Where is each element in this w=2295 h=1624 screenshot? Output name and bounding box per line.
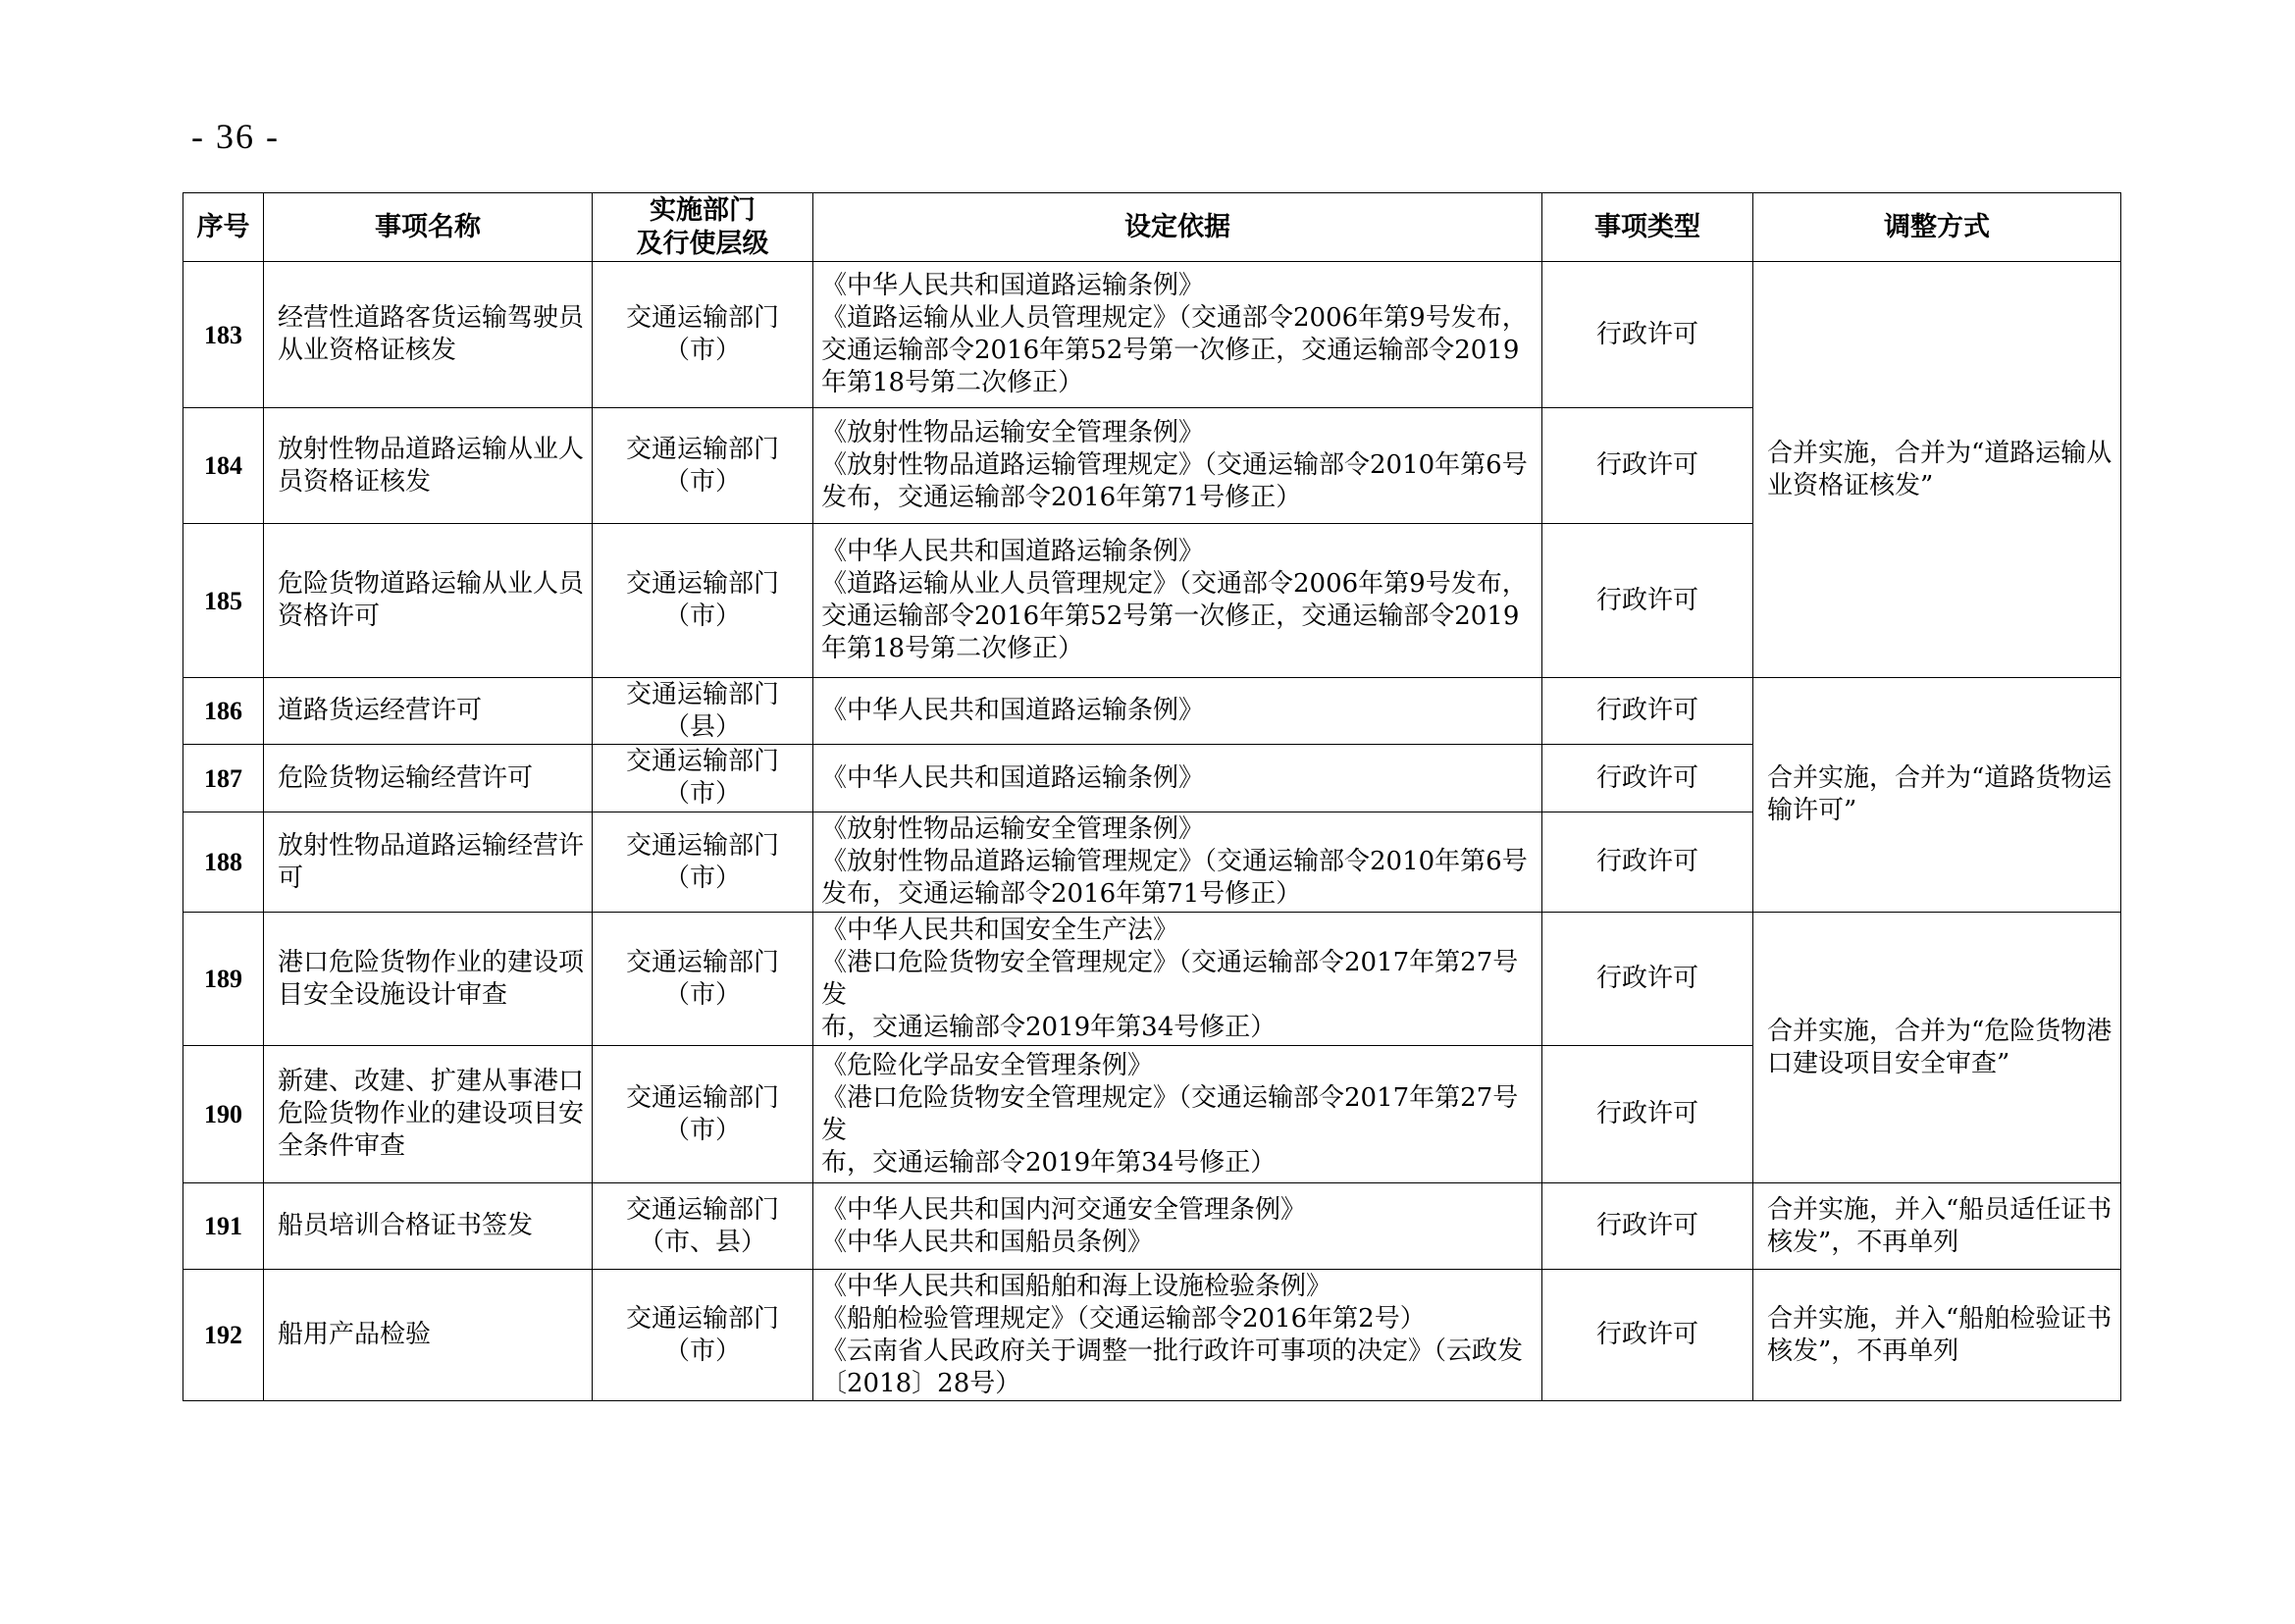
row-dept: 交通运输部门（市） [593,262,813,408]
row-name: 危险货物运输经营许可 [264,745,593,812]
row-no: 191 [183,1183,264,1270]
header-basis: 设定依据 [813,193,1542,262]
row-basis: 《中华人民共和国安全生产法》 《港口危险货物安全管理规定》（交通运输部令2017年第27号发 布，交通运输部令2019年第34号修正） [813,913,1542,1046]
row-name: 船员培训合格证书签发 [264,1183,593,1270]
row-no: 188 [183,812,264,913]
table-row [183,262,2121,408]
row-type: 行政许可 [1542,262,1753,408]
row-basis: 《放射性物品运输安全管理条例》 《放射性物品道路运输管理规定》（交通运输部令2010年第6号发布，交通运输部令2016年第71号修正） [813,408,1542,524]
header-name: 事项名称 [264,193,593,262]
row-no: 189 [183,913,264,1046]
row-dept: 交通运输部门（市） [593,524,813,678]
row-dept: 交通运输部门（县） [593,678,813,745]
row-name: 新建、改建、扩建从事港口危险货物作业的建设项目安全条件审查 [264,1046,593,1183]
row-type: 行政许可 [1542,745,1753,812]
row-adjustment: 合并实施，并入“船员适任证书核发”，不再单列 [1753,1183,2121,1270]
row-basis: 《中华人民共和国道路运输条例》 [813,678,1542,745]
row-no: 186 [183,678,264,745]
row-type: 行政许可 [1542,678,1753,745]
row-name: 船用产品检验 [264,1270,593,1401]
row-dept: 交通运输部门（市） [593,913,813,1046]
table-row [183,1270,2121,1401]
row-name: 放射性物品道路运输从业人员资格证核发 [264,408,593,524]
row-adjustment: 合并实施，并入“船舶检验证书核发”，不再单列 [1753,1270,2121,1401]
table-row [183,913,2121,1046]
page-number: - 36 - [191,117,280,156]
row-basis: 《放射性物品运输安全管理条例》 《放射性物品道路运输管理规定》（交通运输部令2010年第6号发布，交通运输部令2016年第71号修正） [813,812,1542,913]
row-name: 港口危险货物作业的建设项目安全设施设计审查 [264,913,593,1046]
items-table [183,192,2121,1401]
row-name: 危险货物道路运输从业人员资格许可 [264,524,593,678]
row-type: 行政许可 [1542,1046,1753,1183]
row-no: 190 [183,1046,264,1183]
row-name: 放射性物品道路运输经营许可 [264,812,593,913]
header-no: 序号 [183,193,264,262]
row-name: 道路货运经营许可 [264,678,593,745]
row-type: 行政许可 [1542,524,1753,678]
row-name: 经营性道路客货运输驾驶员从业资格证核发 [264,262,593,408]
header-adjust: 调整方式 [1753,193,2121,262]
row-type: 行政许可 [1542,913,1753,1046]
row-dept: 交通运输部门（市） [593,1270,813,1401]
row-basis: 《中华人民共和国道路运输条例》 [813,745,1542,812]
row-basis: 《中华人民共和国内河交通安全管理条例》 《中华人民共和国船员条例》 [813,1183,1542,1270]
row-type: 行政许可 [1542,1183,1753,1270]
row-no: 187 [183,745,264,812]
row-type: 行政许可 [1542,408,1753,524]
row-basis: 《中华人民共和国道路运输条例》 《道路运输从业人员管理规定》（交通部令2006年第9号发布，交通运输部令2016年第52号第一次修正，交通运输部令2019年第18号第二次修正） [813,262,1542,408]
row-no: 184 [183,408,264,524]
row-basis: 《中华人民共和国道路运输条例》 《道路运输从业人员管理规定》（交通部令2006年第9号发布，交通运输部令2016年第52号第一次修正，交通运输部令2019年第18号第二次修正） [813,524,1542,678]
header-dept: 实施部门 及行使层级 [593,193,813,262]
row-type: 行政许可 [1542,1270,1753,1401]
row-dept: 交通运输部门（市） [593,745,813,812]
row-adjustment: 合并实施，合并为“危险货物港口建设项目安全审查” [1753,913,2121,1183]
row-no: 183 [183,262,264,408]
header-row [183,193,2121,262]
row-dept: 交通运输部门（市、县） [593,1183,813,1270]
row-adjustment: 合并实施，合并为“道路运输从业资格证核发” [1753,262,2121,678]
row-dept: 交通运输部门（市） [593,408,813,524]
row-dept: 交通运输部门（市） [593,1046,813,1183]
row-no: 192 [183,1270,264,1401]
row-no: 185 [183,524,264,678]
row-adjustment: 合并实施，合并为“道路货物运输许可” [1753,678,2121,913]
table-row [183,1183,2121,1270]
header-type: 事项类型 [1542,193,1753,262]
row-type: 行政许可 [1542,812,1753,913]
row-basis: 《危险化学品安全管理条例》 《港口危险货物安全管理规定》（交通运输部令2017年第27号发 布，交通运输部令2019年第34号修正） [813,1046,1542,1183]
table-row [183,678,2121,745]
row-dept: 交通运输部门（市） [593,812,813,913]
row-basis: 《中华人民共和国船舶和海上设施检验条例》 《船舶检验管理规定》（交通运输部令2016年第2号） 《云南省人民政府关于调整一批行政许可事项的决定》（云政发〔2018〕28号） [813,1270,1542,1401]
